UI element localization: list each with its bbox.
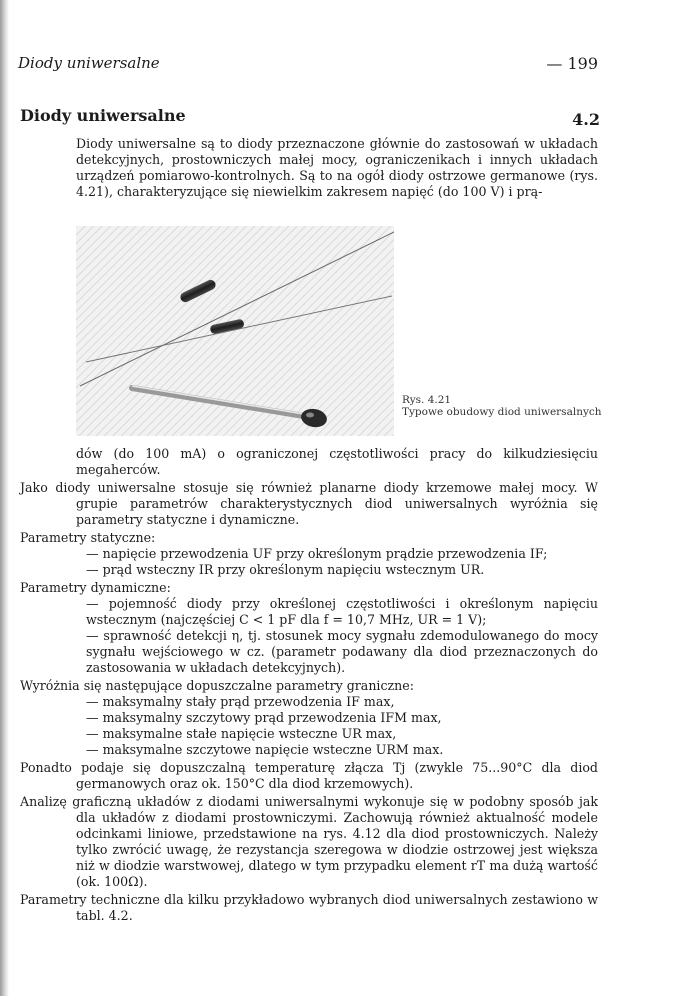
section-title: Diody uniwersalne xyxy=(20,106,186,125)
dynamic-param-item: — pojemność diody przy określonej częstotliwości i określonym napięciu wstecznym (najczęściej C < 1 pF dla f = 10,7 MHz, UR = 1 V); xyxy=(86,596,598,627)
tech-params-text: techniczne dla kilku przykładowo wybranych diod uniwersalnych zestawiono w tabl. 4.2. xyxy=(76,892,598,923)
diode-packages-photo xyxy=(76,226,394,436)
temperature-text: podaje się dopuszczalną temperaturę złącza Tj (zwykle 75...90°C dla diod germanowych oraz ok. 150°C dla diod krzemowych). xyxy=(76,760,598,791)
tech-params-paragraph xyxy=(20,892,598,924)
analysis-paragraph xyxy=(20,794,598,890)
dynamic-param-item: — sprawność detekcji η, tj. stosunek mocy sygnału zdemodulowanego do mocy sygnału wejściowego w cz. (parametr podawany dla diod przeznaczonych do zastosowania w układach detekcyjnych). xyxy=(86,628,598,675)
static-params-heading xyxy=(20,530,598,546)
static-param-item: — prąd wsteczny IR przy określonym napięciu wstecznym UR. xyxy=(86,562,485,577)
temperature-lead: Ponadto xyxy=(20,760,72,775)
running-title: Diody uniwersalne xyxy=(18,54,160,72)
planar-lead: Jako xyxy=(20,480,48,495)
planar-paragraph xyxy=(20,480,598,528)
limit-param-item: — maksymalny szczytowy prąd przewodzenia IFM max, xyxy=(86,710,442,725)
limit-param-item: — maksymalne stałe napięcie wsteczne UR max, xyxy=(86,726,397,741)
limit-params-lead: Wyróżnia xyxy=(20,678,80,693)
body-text xyxy=(20,446,598,924)
temperature-paragraph xyxy=(20,760,598,792)
scan-edge-shadow xyxy=(0,0,9,996)
tech-params-lead: Parametry xyxy=(20,892,87,907)
limit-params-heading xyxy=(20,678,598,694)
dynamic-params-text: dynamiczne: xyxy=(90,580,171,595)
limit-params-text: się następujące dopuszczalne parametry graniczne: xyxy=(83,678,414,693)
continuation-paragraph: dów (do 100 mA) o ograniczonej częstotliwości pracy do kilkudziesięciu megaherców. xyxy=(76,446,598,477)
intro-paragraph: Diody uniwersalne są to diody przeznaczone głównie do zastosowań w układach detekcyjnych, prostowniczych małej mocy, ograniczenikach i innych układach urządzeń pomiarowo-kontrolnych. Są to na ogół diody ostrzowe germanowe (rys. 4.21), charakteryzujące się niewielkim zakresem napięć (do 100 V) i prą- xyxy=(76,136,598,199)
figure-caption xyxy=(402,395,602,418)
figure-caption-text: Typowe obudowy diod uniwersalnych xyxy=(402,405,602,418)
analysis-text: graficzną układów z diodami uniwersalnymi wykonuje się w podobny sposób jak dla układów z diodami prostowniczymi. Zachowują również aktualność modele odcinkami liniowe, przedstawione na rys. 4.12 dla diod prostowniczych. Należy tylko zwrócić uwagę, że rezystancja szeregowa w diodzie ostrzowej jest większa niż w diodzie warstwowej, dlatego w tym przypadku element rT ma dużą wartość (ok. 100Ω). xyxy=(72,794,598,889)
static-param-item: — napięcie przewodzenia UF przy określonym prądzie przewodzenia IF; xyxy=(86,546,548,561)
page-number: — 199 xyxy=(546,54,598,73)
static-params-text: statyczne: xyxy=(90,530,156,545)
planar-text: diody uniwersalne stosuje się również planarne diody krzemowe małej mocy. W grupie parametrów charakterystycznych diod uniwersalnych wyróżnia się parametry statyczne i dynamiczne. xyxy=(55,480,598,527)
dynamic-params-heading xyxy=(20,580,598,596)
dynamic-params-lead: Parametry xyxy=(20,580,87,595)
section-number: 4.2 xyxy=(572,110,600,129)
limit-param-item: — maksymalny stały prąd przewodzenia IF max, xyxy=(86,694,395,709)
figure-label: Rys. 4.21 xyxy=(402,394,452,406)
static-params-lead: Parametry xyxy=(20,530,87,545)
limit-param-item: — maksymalne szczytowe napięcie wsteczne URM max. xyxy=(86,742,444,757)
analysis-lead: Analizę xyxy=(20,794,67,809)
